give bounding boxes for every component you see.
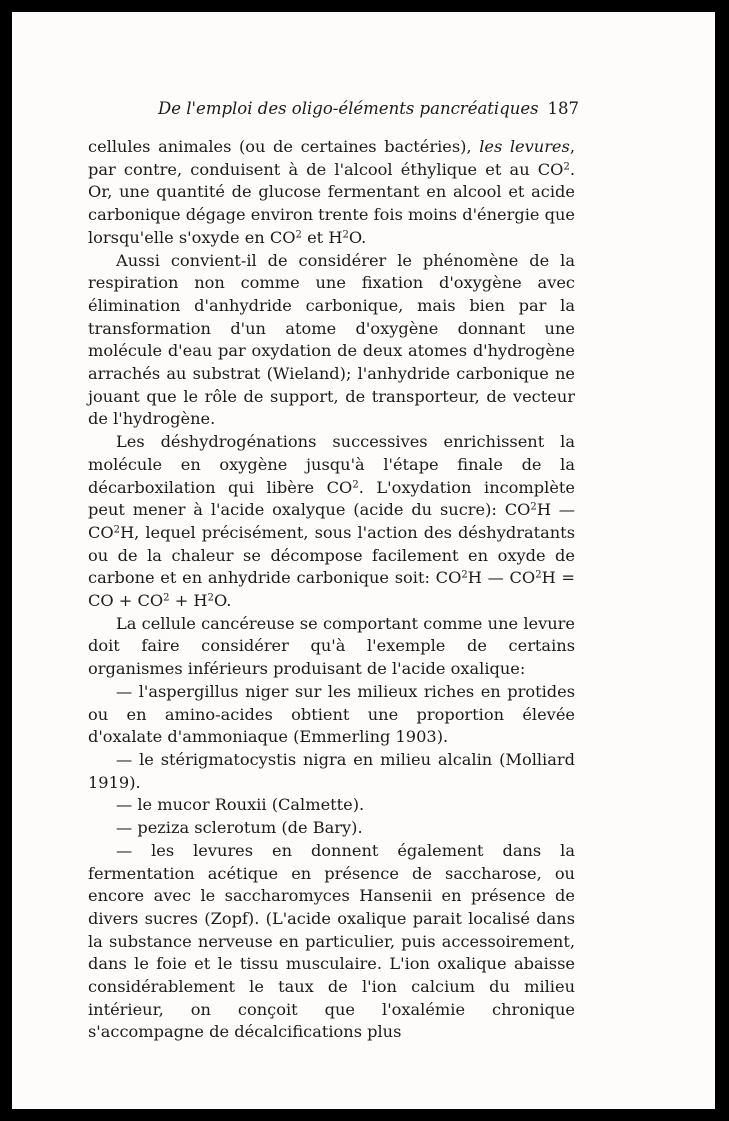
paragraph-4: La cellule cancéreuse se comportant comme une levure doit faire considérer qu'à l'exemple de certains organismes inférieurs produisant de l'acide oxalique: bbox=[88, 613, 575, 679]
running-head bbox=[158, 99, 579, 123]
paragraph-3: Les déshydrogénations successives enrichissent la molécule en oxygène jusqu'à l'étape finale de la décarboxilation qui libère $CO^2$. L'oxydation incomplète peut mener à l'acide oxalyque (acide du sucre): $CO^2H$ — $CO^2H$, lequel précisément, sous l'action des déshydratants ou de la chaleur se décompose facilement en oxyde de carbone et en anhydride carbonique soit: $CO^2H$ — $CO^2H$ = CO + $CO^2 + H^2O$. bbox=[88, 432, 575, 611]
paragraph-1: cellules animales (ou de certaines bactéries), les levures, par contre, conduisent à de l'alcool éthylique et au $CO^2$. Or, une quantité de glucose fermentant en alcool et acide carbonique dégage environ trente fois moins d'énergie que lorsqu'elle s'oxyde en $CO^2$ et $H^2O$. bbox=[88, 137, 575, 247]
list-item-peziza: — peziza sclerotum (de Bary). bbox=[116, 818, 363, 838]
book-page bbox=[12, 12, 715, 1109]
list-item-mucor: — le mucor Rouxii (Calmette). bbox=[116, 795, 365, 815]
page-number: 187 bbox=[547, 99, 579, 118]
list-item-aspergillus: — l'aspergillus niger sur les milieux riches en protides ou en amino-acides obtient une proportion élevée d'oxalate d'ammoniaque (Emmerling 1903). bbox=[88, 681, 575, 747]
list-item-sterigmatocystis: — le stérigmatocystis nigra en milieu alcalin (Molliard 1919). bbox=[88, 749, 575, 792]
running-head-title: De l'emploi des oligo-éléments pancréatiques bbox=[158, 99, 539, 118]
paragraph-2: Aussi convient-il de considérer le phénomène de la respiration non comme une fixation d'oxygène avec élimination d'anhydride carbonique, mais bien par la transformation d'un atome d'oxygène donnant une molécule d'eau par oxydation de deux atomes d'hydrogène arrachés au substrat (Wieland); l'anhydride carbonique ne jouant que le rôle de support, de transporteur, de vecteur de l'hydrogène. bbox=[88, 250, 575, 429]
body-text bbox=[88, 136, 575, 1044]
list-item-levures: — les levures en donnent également dans la fermentation acétique en présence de saccharose, ou encore avec le saccharomyces Hansenii en présence de divers sucres (Zopf). (L'acide oxalique parait localisé dans la substance nerveuse en particulier, puis accessoirement, dans le foie et le tissu musculaire. L'ion oxalique abaisse considérablement le taux de l'ion calcium du milieu intérieur, on conçoit que l'oxalémie chronique s'accompagne de décalcifications plus bbox=[88, 840, 575, 1042]
